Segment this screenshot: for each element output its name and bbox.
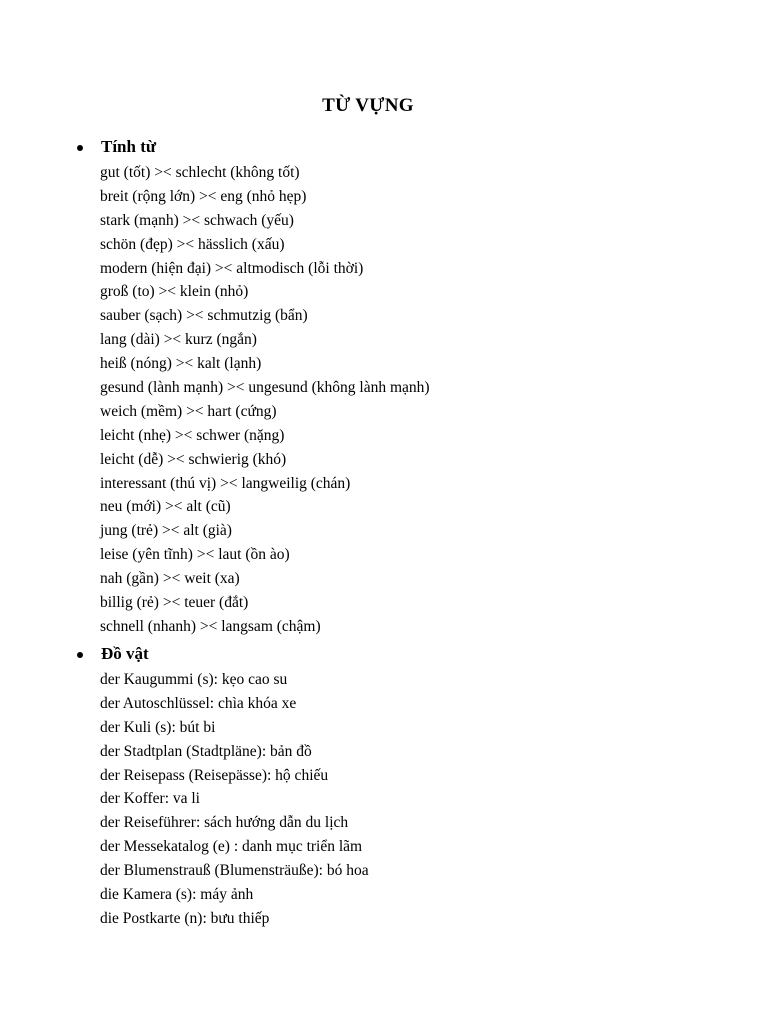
bullet-icon: [77, 652, 83, 658]
list-item: der Messekatalog (e) : danh mục triển lãm: [100, 838, 363, 856]
list-item: stark (mạnh) >< schwach (yếu): [100, 211, 294, 229]
list-item: leise (yên tĩnh) >< laut (ồn ào): [100, 546, 290, 564]
section-heading-adjectives: Tính từ: [101, 137, 157, 156]
list-item: der Reiseführer: sách hướng dẫn du lịch: [100, 814, 349, 832]
list-item: schnell (nhanh) >< langsam (chậm): [100, 617, 321, 635]
adjective-list: [77, 161, 430, 639]
list-item: groß (to) >< klein (nhỏ): [100, 283, 249, 301]
list-item: leicht (nhẹ) >< schwer (nặng): [100, 426, 285, 444]
list-item: die Postkarte (n): bưu thiếp: [100, 909, 270, 927]
list-item: interessant (thú vị) >< langweilig (chán): [100, 474, 351, 492]
list-item: jung (trẻ) >< alt (già): [100, 522, 232, 540]
list-item: der Reisepass (Reisepässe): hộ chiếu: [100, 766, 329, 784]
list-item: gut (tốt) >< schlecht (không tốt): [100, 164, 300, 181]
section-adjectives: [77, 137, 430, 639]
list-item: der Blumenstrauß (Blumensträuße): bó hoa: [100, 862, 369, 880]
list-item: lang (dài) >< kurz (ngắn): [100, 331, 257, 349]
bullet-icon: [77, 145, 83, 151]
section-heading-objects: Đồ vật: [101, 644, 149, 663]
section-heading-row: [77, 137, 430, 157]
section-objects: [77, 644, 369, 931]
list-item: weich (mềm) >< hart (cứng): [100, 402, 277, 420]
object-list: [77, 668, 369, 931]
list-item: breit (rộng lớn) >< eng (nhỏ hẹp): [100, 187, 307, 205]
list-item: nah (gần) >< weit (xa): [100, 570, 240, 588]
list-item: heiß (nóng) >< kalt (lạnh): [100, 355, 262, 373]
list-item: neu (mới) >< alt (cũ): [100, 498, 231, 516]
list-item: schön (đẹp) >< hässlich (xấu): [100, 235, 285, 253]
list-item: der Kaugummi (s): kẹo cao su: [100, 671, 288, 688]
list-item: billig (rẻ) >< teuer (đắt): [100, 594, 249, 612]
list-item: leicht (dễ) >< schwierig (khó): [100, 450, 287, 468]
page-title: TỪ VỰNG: [322, 95, 414, 116]
list-item: sauber (sạch) >< schmutzig (bẩn): [100, 307, 308, 325]
section-heading-row: [77, 644, 369, 664]
list-item: gesund (lành mạnh) >< ungesund (không lành mạnh): [100, 379, 430, 397]
list-item: der Stadtplan (Stadtpläne): bản đồ: [100, 742, 312, 760]
list-item: modern (hiện đại) >< altmodisch (lỗi thời): [100, 259, 364, 277]
list-item: die Kamera (s): máy ảnh: [100, 886, 254, 904]
list-item: der Autoschlüssel: chìa khóa xe: [100, 694, 297, 712]
list-item: der Kuli (s): bút bi: [100, 718, 216, 736]
list-item: der Koffer: va li: [100, 790, 200, 808]
